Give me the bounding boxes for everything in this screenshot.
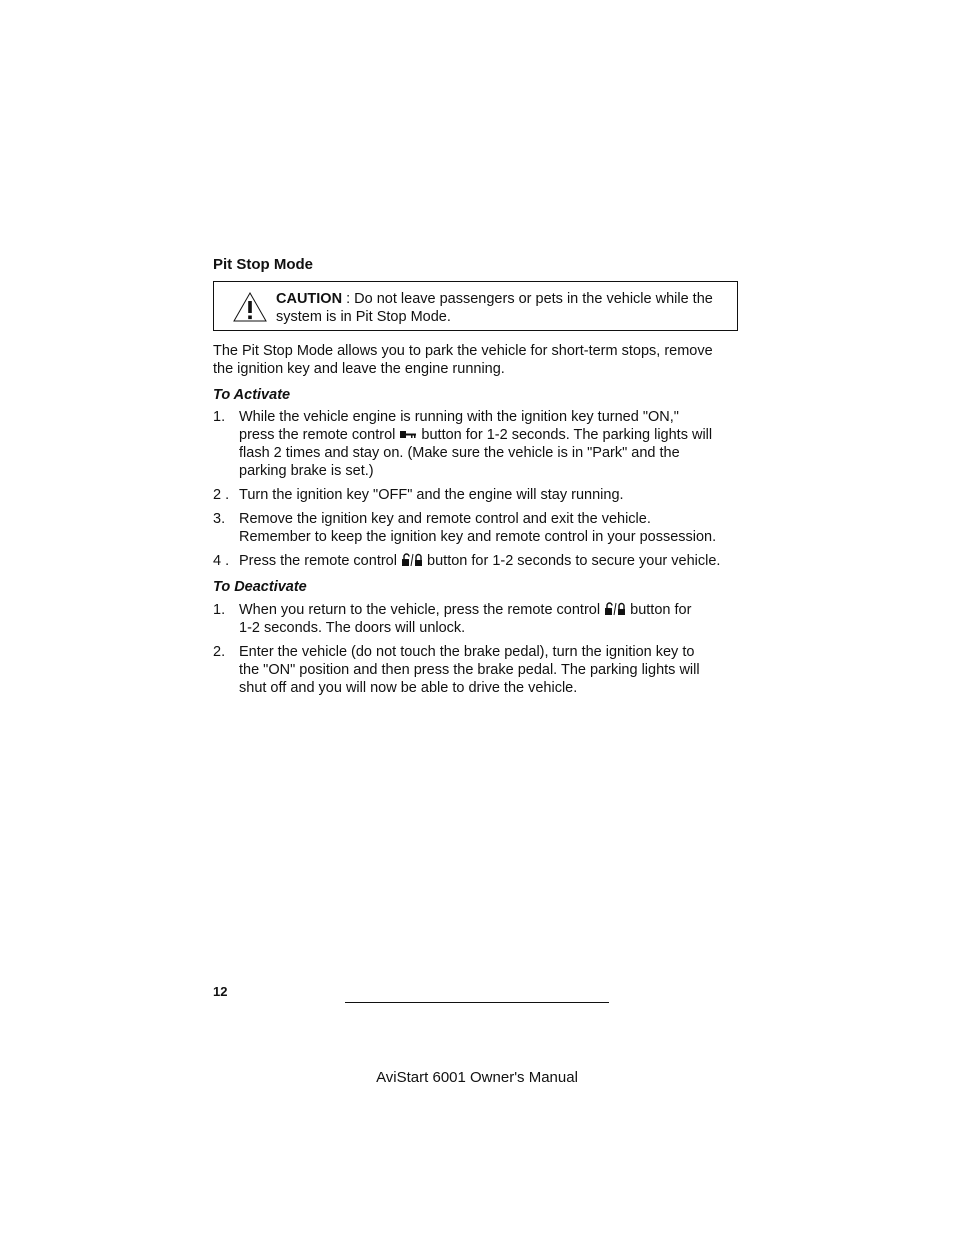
caution-text: CAUTION : Do not leave passengers or pets in the vehicle while the system is in Pit Stop Mode. bbox=[276, 290, 731, 326]
intro-paragraph: The Pit Stop Mode allows you to park the vehicle for short-term stops, remove the ignition key and leave the engine running. bbox=[213, 343, 713, 377]
activate-heading: To Activate bbox=[213, 387, 291, 403]
section-title: Pit Stop Mode bbox=[213, 256, 313, 273]
caution-box bbox=[213, 281, 738, 331]
lock-unlock-icon bbox=[401, 553, 423, 567]
caution-line-1: Do not leave passengers or pets in the vehicle while the bbox=[354, 291, 713, 307]
warning-triangle-icon bbox=[232, 290, 268, 324]
page-number: 12 bbox=[213, 984, 228, 999]
caution-line-2: system is in Pit Stop Mode. bbox=[276, 309, 451, 325]
caution-label: CAUTION bbox=[276, 291, 343, 307]
deactivate-heading: To Deactivate bbox=[213, 579, 307, 595]
key-icon bbox=[399, 429, 417, 441]
lock-unlock-icon bbox=[604, 602, 626, 616]
footer-title: AviStart 6001 Owner's Manual bbox=[376, 1069, 578, 1086]
footer-rule bbox=[345, 1002, 609, 1003]
